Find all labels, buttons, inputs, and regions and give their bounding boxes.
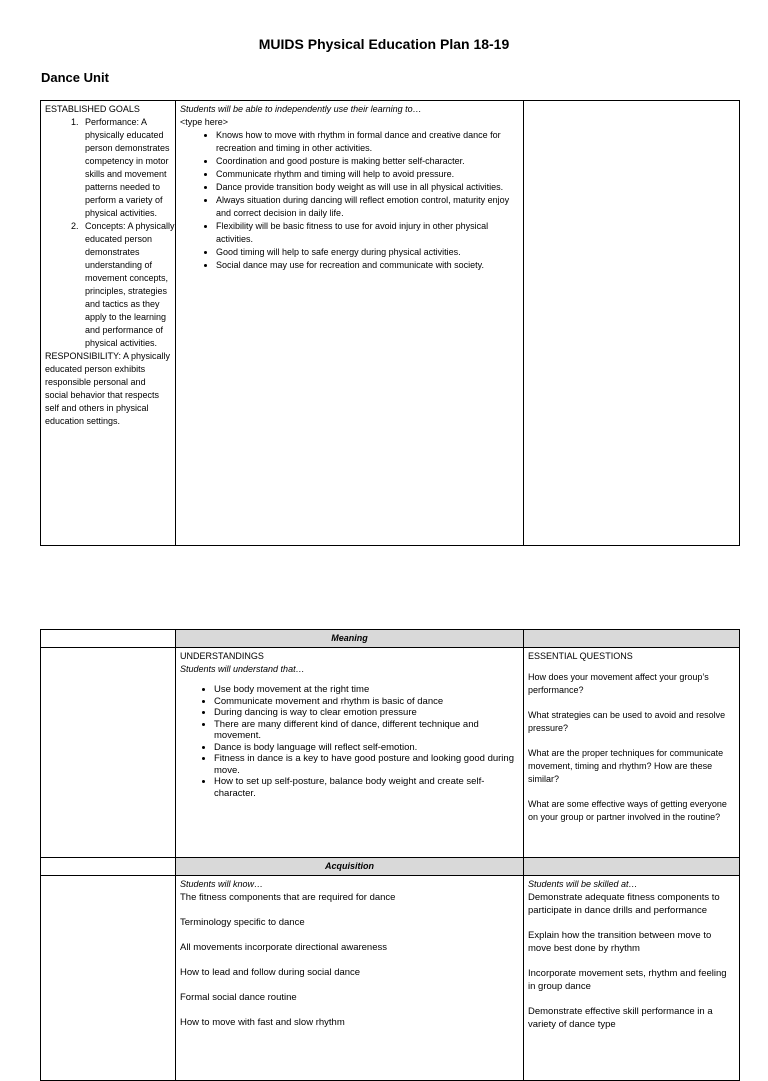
transfer-list bbox=[180, 129, 519, 272]
know-item: How to move with fast and slow rhythm bbox=[180, 1017, 345, 1028]
document-title: MUIDS Physical Education Plan 18-19 bbox=[258, 36, 510, 52]
understandings-cell bbox=[176, 648, 524, 858]
students-skilled-cell bbox=[524, 876, 740, 1081]
know-item: The fitness components that are required for dance bbox=[180, 892, 396, 903]
empty-cell bbox=[41, 858, 176, 876]
question-item: What are the proper techniques for communicate movement, timing and rhythm? How are these similar? bbox=[528, 748, 724, 784]
empty-cell bbox=[524, 101, 740, 546]
know-lead: Students will know… bbox=[180, 879, 264, 889]
understanding-item: • There are many different kind of dance, different technique and movement. bbox=[214, 719, 519, 742]
question-item: What strategies can be used to avoid and resolve pressure? bbox=[528, 710, 726, 733]
questions-heading: ESSENTIAL QUESTIONS bbox=[528, 651, 633, 661]
know-item: Terminology specific to dance bbox=[180, 917, 305, 928]
placeholder-text: <type here> bbox=[180, 117, 229, 127]
empty-header-cell bbox=[524, 630, 740, 648]
goals-list bbox=[45, 116, 175, 350]
meaning-header: Meaning bbox=[176, 630, 524, 648]
established-goals-cell bbox=[41, 101, 176, 546]
meaning-acquisition-table bbox=[40, 629, 740, 1081]
goals-heading: ESTABLISHED GOALS bbox=[45, 104, 140, 114]
skilled-item: Demonstrate effective skill performance in a variety of dance type bbox=[528, 1006, 713, 1030]
transfer-item: • Good timing will help to safe energy during physical activities. bbox=[216, 246, 519, 259]
responsibility-text: RESPONSIBILITY: A physically educated person exhibits responsible personal and social behavior that respects self and others in physical education settings. bbox=[45, 351, 171, 426]
understanding-item: • Communicate movement and rhythm is basic of dance bbox=[214, 696, 519, 708]
transfer-item: • Social dance may use for recreation and communicate with society. bbox=[216, 259, 519, 272]
skilled-item: Demonstrate adequate fitness components to participate in dance drills and performance bbox=[528, 892, 720, 916]
know-item: All movements incorporate directional awareness bbox=[180, 942, 387, 953]
understanding-item: • During dancing is way to clear emotion pressure bbox=[214, 707, 519, 719]
empty-cell bbox=[41, 630, 176, 648]
goal-item: 1. Performance: A physically educated person demonstrates competency in motor skills and movement patterns needed to perform a variety of physical activities. bbox=[81, 116, 177, 220]
understandings-list bbox=[180, 684, 519, 799]
question-item: What are some effective ways of getting everyone on your group or partner involved in the routine? bbox=[528, 799, 727, 822]
understandings-heading: UNDERSTANDINGS bbox=[180, 651, 264, 661]
skilled-item: Incorporate movement sets, rhythm and feeling in group dance bbox=[528, 968, 727, 992]
empty-cell bbox=[41, 876, 176, 1081]
transfer-item: • Dance provide transition body weight as will use in all physical activities. bbox=[216, 181, 519, 194]
empty-cell bbox=[41, 648, 176, 858]
empty-header-cell bbox=[524, 858, 740, 876]
understanding-item: • Dance is body language will reflect self-emotion. bbox=[214, 742, 519, 754]
unit-title: Dance Unit bbox=[41, 70, 109, 85]
know-item: How to lead and follow during social dance bbox=[180, 967, 361, 978]
question-item: How does your movement affect your group’s performance? bbox=[528, 672, 709, 695]
transfer-cell bbox=[176, 101, 524, 546]
acquisition-header: Acquisition bbox=[176, 858, 524, 876]
goal-item: 2. Concepts: A physically educated person demonstrates understanding of movement concepts, principles, strategies and tactics as they apply to the learning and performance of physical activities. bbox=[81, 220, 177, 350]
essential-questions-cell bbox=[524, 648, 740, 858]
understandings-lead: Students will understand that… bbox=[180, 664, 305, 674]
know-item: Formal social dance routine bbox=[180, 992, 297, 1003]
transfer-lead: Students will be able to independently use their learning to… bbox=[180, 104, 422, 114]
transfer-item: • Flexibility will be basic fitness to use for avoid injury in other physical activities. bbox=[216, 220, 519, 246]
skilled-lead: Students will be skilled at… bbox=[528, 879, 638, 889]
understanding-item: • Fitness in dance is a key to have good posture and looking good during move. bbox=[214, 753, 519, 776]
transfer-item: • Knows how to move with rhythm in formal dance and creative dance for recreation and timing in other activities. bbox=[216, 129, 519, 155]
understanding-item: • Use body movement at the right time bbox=[214, 684, 519, 696]
skilled-item: Explain how the transition between move to move best done by rhythm bbox=[528, 930, 712, 954]
transfer-item: • Always situation during dancing will reflect emotion control, maturity enjoy and correct decision in daily life. bbox=[216, 194, 519, 220]
understanding-item: • How to set up self-posture, balance body weight and create self-character. bbox=[214, 776, 519, 799]
goals-table bbox=[40, 100, 740, 546]
students-know-cell bbox=[176, 876, 524, 1081]
transfer-item: • Communicate rhythm and timing will help to avoid pressure. bbox=[216, 168, 519, 181]
transfer-item: • Coordination and good posture is making better self-character. bbox=[216, 155, 519, 168]
